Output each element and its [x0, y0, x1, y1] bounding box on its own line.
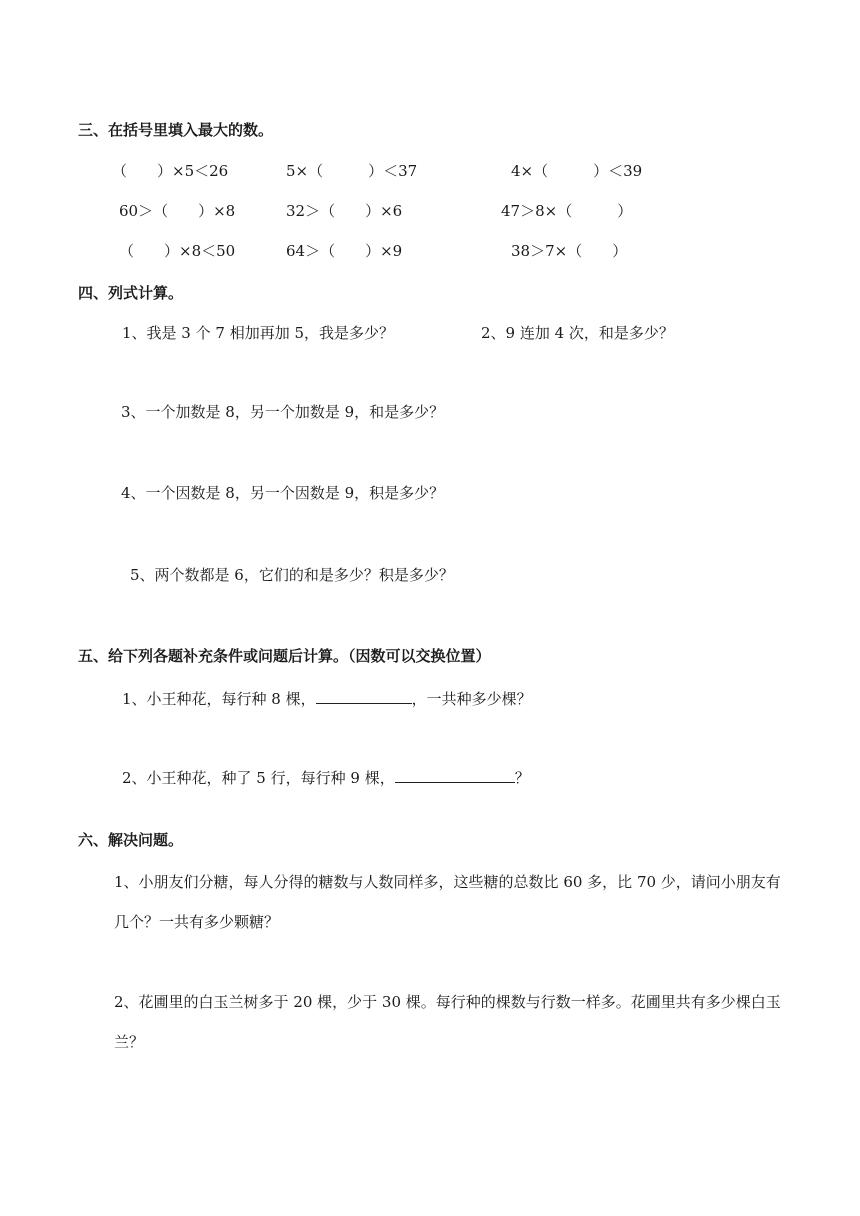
problem-2: 2、花圃里的白玉兰树多于 20 棵，少于 30 棵。每行种的棵数与行数一样多。花圃里共有多少棵白玉兰？: [114, 993, 781, 1051]
supplement-question-1-text-before: 1、小王种花，每行种 8 棵，: [122, 690, 316, 708]
fill-blank-r1c2: 5×（ ）＜37: [286, 162, 418, 180]
fill-blank-r2c1: 60＞（ ）×8: [119, 202, 236, 220]
section-6-heading: 六、解决问题。: [78, 831, 184, 849]
problem-1: 1、小朋友们分糖，每人分得的糖数与人数同样多，这些糖的总数比 60 多，比 70 少，请问小朋友有几个？一共有多少颗糖？: [114, 873, 781, 931]
calc-question-1: 1、我是 3 个 7 相加再加 5，我是多少？: [122, 324, 395, 342]
supplement-question-2-text-before: 2、小王种花，种了 5 行，每行种 9 棵，: [122, 769, 395, 787]
calc-question-3: 3、一个加数是 8，另一个加数是 9，和是多少？: [121, 403, 445, 421]
supplement-condition-blank[interactable]: [316, 688, 412, 704]
fill-blank-r3c2: 64＞（ ）×9: [286, 242, 403, 260]
fill-blank-r2c2: 32＞（ ）×6: [286, 202, 403, 220]
fill-blank-r3c1: （ ）×8＜50: [119, 242, 236, 260]
supplement-question-2-text-after: ？: [514, 769, 530, 787]
section-4-heading: 四、列式计算。: [78, 284, 184, 302]
supplement-question-1: [122, 688, 532, 709]
calc-question-2: 2、9 连加 4 次，和是多少？: [481, 324, 674, 342]
supplement-question-2: [122, 767, 530, 788]
calc-question-4: 4、一个因数是 8，另一个因数是 9，积是多少？: [121, 484, 445, 502]
supplement-question-blank[interactable]: [395, 767, 515, 783]
supplement-question-1-text-after: ，一共种多少棵？: [411, 690, 532, 708]
calc-question-5: 5、两个数都是 6，它们的和是多少？积是多少？: [130, 566, 454, 584]
section-3-heading: 三、在括号里填入最大的数。: [78, 121, 274, 139]
fill-blank-r1c3: 4×（ ）＜39: [511, 162, 643, 180]
fill-blank-r1c1: （ ）×5＜26: [112, 162, 229, 180]
fill-blank-r2c3: 47＞8×（ ）: [501, 202, 633, 220]
section-5-heading: 五、给下列各题补充条件或问题后计算。（因数可以交换位置）: [78, 647, 491, 665]
fill-blank-r3c3: 38＞7×（ ）: [511, 242, 628, 260]
